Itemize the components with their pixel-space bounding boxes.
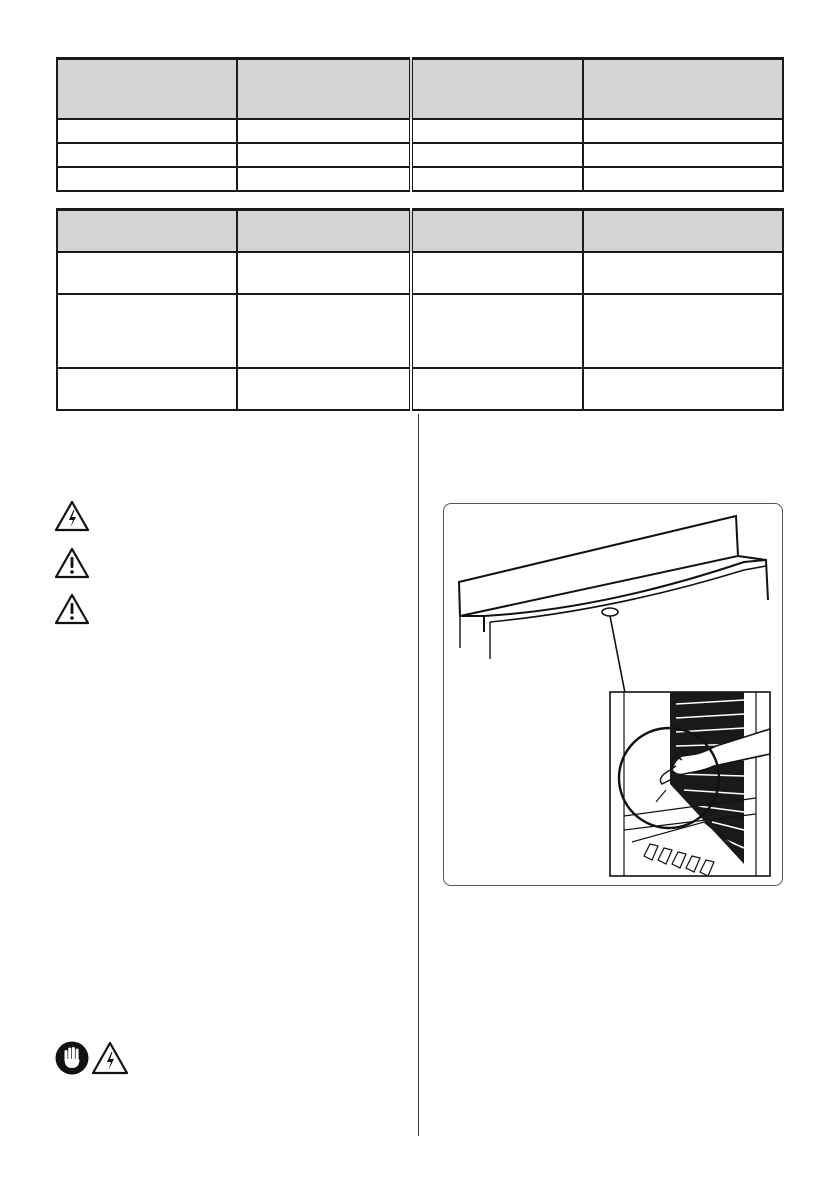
- header-cell: [57, 59, 237, 119]
- header-cell: [237, 59, 411, 119]
- header-cell: [583, 210, 783, 252]
- table-cell: [411, 143, 583, 167]
- illustration-drawing: [444, 504, 783, 886]
- table-cell: [237, 167, 411, 191]
- table-cell: [237, 252, 411, 294]
- table-row: [57, 294, 783, 368]
- table-header-row: [57, 59, 783, 119]
- table-cell: [411, 119, 583, 143]
- caution-exclamation-icon: [54, 547, 90, 579]
- table-cell: [57, 143, 237, 167]
- table-cell: [57, 294, 237, 368]
- table-bottom: [56, 208, 784, 411]
- table-cell: [583, 167, 783, 191]
- caution-exclamation-icon: [54, 593, 90, 625]
- column-divider: [418, 414, 419, 1136]
- table-cell: [583, 294, 783, 368]
- table-cell: [411, 252, 583, 294]
- table-cell: [237, 119, 411, 143]
- table-cell: [57, 252, 237, 294]
- header-cell: [411, 59, 583, 119]
- table-cell: [237, 143, 411, 167]
- table-cell: [237, 294, 411, 368]
- table-cell: [583, 368, 783, 410]
- stop-hand-and-shock-icons: [54, 1040, 130, 1076]
- table-cell: [411, 368, 583, 410]
- header-cell: [57, 210, 237, 252]
- header-cell: [411, 210, 583, 252]
- table-cell: [411, 294, 583, 368]
- table-top: [56, 57, 784, 192]
- table-cell: [57, 167, 237, 191]
- electric-shock-warning-icon: [93, 1043, 127, 1073]
- table-cell: [583, 143, 783, 167]
- table-row: [57, 167, 783, 191]
- header-cell: [237, 210, 411, 252]
- table-cell: [237, 368, 411, 410]
- table-cell: [583, 119, 783, 143]
- table-row: [57, 252, 783, 294]
- header-cell: [583, 59, 783, 119]
- table-row: [57, 143, 783, 167]
- table-cell: [57, 119, 237, 143]
- table-header-row: [57, 210, 783, 252]
- table-row: [57, 368, 783, 410]
- stop-hand-icon: [56, 1042, 89, 1075]
- table-cell: [583, 252, 783, 294]
- table-cell: [57, 368, 237, 410]
- lamp-cover-illustration: [443, 503, 783, 886]
- table-cell: [411, 167, 583, 191]
- electric-shock-warning-icon: [54, 500, 90, 532]
- table-row: [57, 119, 783, 143]
